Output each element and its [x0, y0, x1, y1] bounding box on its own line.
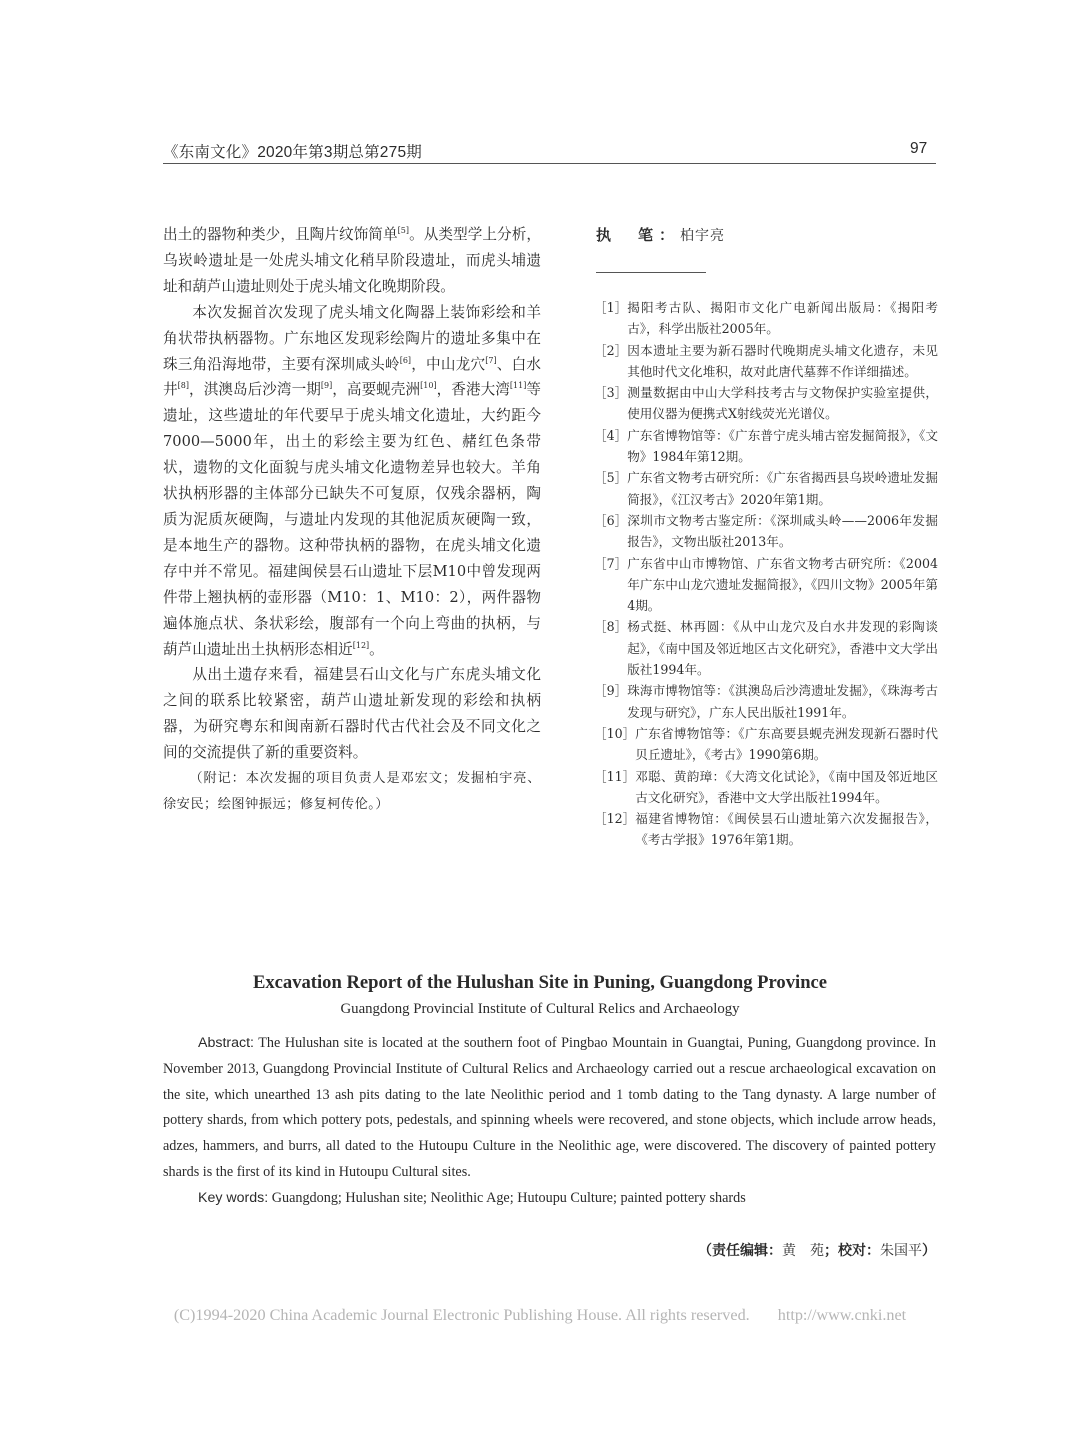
- body-paragraph-1: 出土的器物种类少，且陶片纹饰简单[5]。从类型学上分析，乌崁岭遗址是一处虎头埔文化稍早阶段遗址，而虎头埔遗址和葫芦山遗址则处于虎头埔文化晚期阶段。: [163, 226, 541, 295]
- editor-credits: （责任编辑：黄 苑；校对：朱国平）: [698, 1243, 936, 1259]
- page-number: 97: [910, 140, 928, 157]
- reference-item: ［4］ 广东省博物馆等：《广东普宁虎头埔古窑发掘简报》，《文物》1984年第12期。: [594, 427, 938, 465]
- citation-9[interactable]: [9]: [320, 381, 333, 391]
- reference-item: ［6］ 深圳市文物考古鉴定所：《深圳咸头岭——2006年发掘报告》，文物出版社2013年。: [594, 512, 938, 550]
- reference-item: ［2］ 因本遗址主要为新石器时代晚期虎头埔文化遗存，未见其他时代文化堆积，故对此唐代墓葬不作详细描述。: [594, 342, 938, 379]
- body-text-column: [163, 222, 541, 818]
- citation-8[interactable]: [8]: [177, 381, 189, 391]
- editor-label: 责任编辑：: [712, 1243, 782, 1259]
- author-label: 执 笔：: [596, 226, 681, 244]
- keywords-label: Key words:: [198, 1189, 269, 1206]
- keywords-paragraph: [163, 1186, 936, 1212]
- abstract-paragraph: [163, 1031, 936, 1186]
- reference-item: ［11］ 邓聪、黄韵璋：《大湾文化试论》，《南中国及邻近地区古文化研究》，香港中文大学出版社1994年。: [594, 768, 938, 805]
- reference-item: ［8］ 杨式挺、林再圆：《从中山龙穴及白水井发现的彩陶谈起》，《南中国及邻近地区古文化研究》，香港中文大学出版社1994年。: [594, 619, 938, 678]
- reference-item: ［1］ 揭阳考古队、揭阳市文化广电新闻出版局：《揭阳考古》，科学出版社2005年。: [594, 300, 938, 337]
- abstract-label: Abstract:: [198, 1035, 254, 1051]
- proofreader-label: 校对：: [838, 1243, 880, 1259]
- reference-item: ［12］ 福建省博物馆：《闽侯昙石山遗址第六次发掘报告》，《考古学报》1976年第1期。: [594, 811, 938, 848]
- copyright-text: (C)1994-2020 China Academic Journal Electronic Publishing House. All rights reserved.: [173, 1306, 750, 1324]
- english-title: Excavation Report of the Hulushan Site in Puning, Guangdong Province: [252, 972, 828, 993]
- english-institute: Guangdong Provincial Institute of Cultural Relics and Archaeology: [340, 1001, 740, 1017]
- journal-header: 《东南文化》2020年第3期总第275期: [163, 144, 422, 161]
- author-name: 柏宇亮: [680, 228, 726, 244]
- header-divider: [163, 163, 936, 164]
- proofreader-name: 朱国平: [880, 1243, 922, 1259]
- reference-list: [594, 297, 938, 851]
- citation-7[interactable]: [7]: [485, 355, 497, 365]
- appendix-note: （附记：本次发掘的项目负责人是邓宏文；发掘柏宇亮、徐安民；绘图钟振远；修复柯传伦。）: [163, 771, 541, 812]
- citation-10[interactable]: [10]: [420, 381, 437, 391]
- abstract-text: The Hulushan site is located at the southern foot of Pingbao Mountain in Guangtai, Puning, Guangdong province. In November 2013, Guangdong Provincial Institute of Cultural Relics and Archaeology carried out a rescue archaeological excavation on the site, which unearthed 13 ash pits dating to the late Neolithic period and 1 tomb dating to the Tang dynasty. A large number of pottery shards, from which pottery pots, pedestals, and spinning wheels were recovered, and stone objects, which include arrow heads, adzes, hammers, and burrs, all dated to the Hutoupu Culture in the Neolithic age, were discovered. The discovery of painted pottery shards is the first of its kind in Hutoupu Cultural sites.: [163, 1035, 936, 1180]
- footer-url[interactable]: http://www.cnki.net: [777, 1306, 907, 1324]
- body-paragraph-2: 本次发掘首次发现了虎头埔文化陶器上装饰彩绘和羊角状带执柄器物。广东地区发现彩绘陶片的遗址多集中在珠三角沿海地带，主要有深圳咸头岭[6]，中山龙穴[7]、白水井[8]，淇澳岛后沙湾一期[9]，高要蚬壳洲[10]，香港大湾[11]等遗址，这些遗址的年代要早于虎头埔文化遗址，大约距今7000—5000年，出土的彩绘主要为红色、赭红色条带状，遗物的文化面貌与虎头埔文化遗物差异也较大。羊角状执柄形器的主体部分已缺失不可复原，仅残余器柄，陶质为泥质灰硬陶，与遗址内发现的其他泥质灰硬陶一致，是本地生产的器物。这种带执柄的器物，在虎头埔文化遗存中并不常见。福建闽侯昙石山遗址下层M10中曾发现两件带上翘执柄的壶形器（M10：1、M10：2），两件器物遍体施点状、条状彩绘，腹部有一个向上弯曲的执柄，与葫芦山遗址出土执柄形态相近[12]。: [163, 303, 541, 658]
- reference-item: ［5］ 广东省文物考古研究所：《广东省揭西县乌崁岭遗址发掘简报》，《江汉考古》2020年第1期。: [594, 470, 938, 507]
- reference-item: ［7］ 广东省中山市博物馆、广东省文物考古研究所：《2004年广东中山龙穴遗址发掘简报》，《四川文物》2005年第4期。: [594, 555, 938, 614]
- author-line: [596, 224, 725, 245]
- english-abstract: [163, 1031, 936, 1212]
- editor-name: 黄 苑: [782, 1243, 824, 1259]
- reference-item: ［10］ 广东省博物馆等：《广东高要县蚬壳洲发现新石器时代贝丘遗址》，《考古》1990第6期。: [594, 725, 938, 763]
- keywords-text: Guangdong; Hulushan site; Neolithic Age; Hutoupu Culture; painted pottery shards: [271, 1189, 746, 1206]
- citation-12[interactable]: [12]: [352, 640, 370, 650]
- reference-item: ［3］ 测量数据由中山大学科技考古与文物保护实验室提供，使用仪器为便携式X射线荧光光谱仪。: [594, 385, 938, 422]
- copyright-footer: [0, 1306, 1080, 1325]
- reference-divider: [596, 272, 706, 273]
- reference-item: ［9］ 珠海市博物馆等：《淇澳岛后沙湾遗址发掘》，《珠海考古发现与研究》，广东人民出版社1991年。: [594, 683, 938, 720]
- citation-11[interactable]: [11]: [509, 381, 527, 391]
- citation-5[interactable]: [5]: [397, 226, 409, 236]
- body-paragraph-3: 从出土遗存来看，福建昙石山文化与广东虎头埔文化之间的联系比较紧密，葫芦山遗址新发现的彩绘和执柄器，为研究粤东和闽南新石器时代古代社会及不同文化之间的交流提供了新的重要资料。: [163, 666, 541, 762]
- citation-6[interactable]: [6]: [399, 355, 412, 365]
